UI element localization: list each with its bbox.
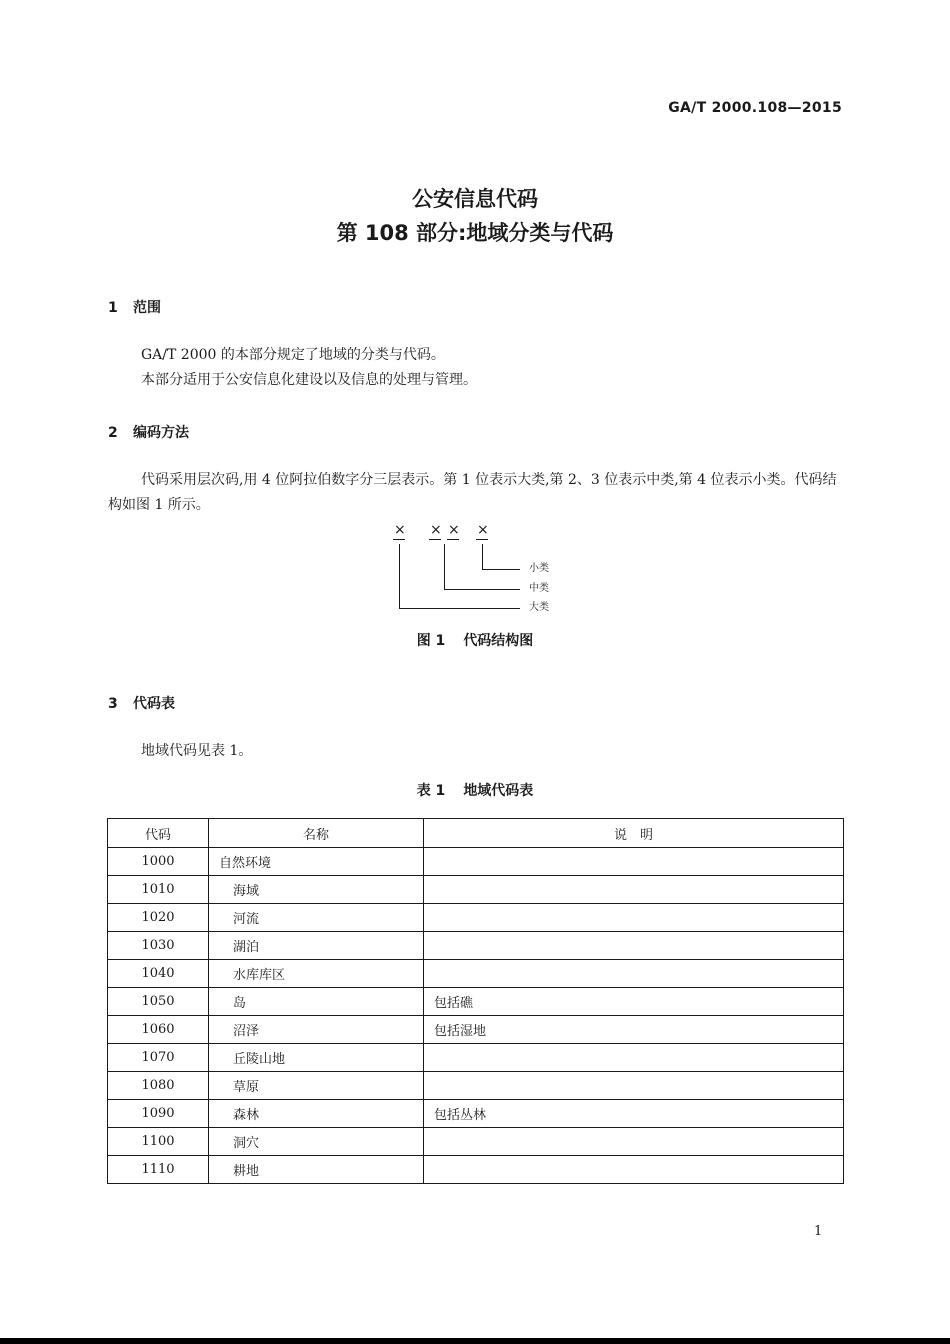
cell-name: 耕地 <box>209 1156 424 1184</box>
section-number: 2 <box>108 425 118 441</box>
code-structure-figure <box>388 522 568 620</box>
cell-code: 1080 <box>108 1072 209 1100</box>
cell-note <box>424 848 844 876</box>
cell-note: 包括湿地 <box>424 1016 844 1044</box>
digit-placeholder: × <box>394 522 406 538</box>
connector-line <box>444 589 520 590</box>
table-number: 表 1 <box>416 783 446 799</box>
cell-code: 1020 <box>108 904 209 932</box>
cell-code: 1010 <box>108 876 209 904</box>
cell-note <box>424 960 844 988</box>
cell-code: 1110 <box>108 1156 209 1184</box>
cell-note <box>424 1156 844 1184</box>
document-title: 公安信息代码 <box>412 187 538 211</box>
cell-name: 森林 <box>209 1100 424 1128</box>
connector-line <box>399 608 520 609</box>
cell-name: 草原 <box>209 1072 424 1100</box>
cell-note <box>424 1072 844 1100</box>
paragraph: GA/T 2000 的本部分规定了地域的分类与代码。 <box>141 347 445 363</box>
page-bottom-border <box>0 1338 950 1344</box>
section-heading-code-table <box>108 693 175 713</box>
cell-code: 1050 <box>108 988 209 1016</box>
section-number: 1 <box>108 300 118 316</box>
cell-name: 洞穴 <box>209 1128 424 1156</box>
cell-name: 河流 <box>209 904 424 932</box>
cell-note <box>424 904 844 932</box>
section-heading-coding-method <box>108 422 189 442</box>
cell-code: 1000 <box>108 848 209 876</box>
table-row <box>108 932 844 960</box>
column-header-note: 说 明 <box>424 819 844 848</box>
connector-line <box>482 569 520 570</box>
table-row <box>108 848 844 876</box>
page-number: 1 <box>814 1224 823 1239</box>
section-title: 代码表 <box>133 696 175 712</box>
table-row <box>108 904 844 932</box>
cell-note <box>424 1044 844 1072</box>
table-row <box>108 1100 844 1128</box>
standard-code: GA/T 2000.108—2015 <box>668 100 842 116</box>
figure-title: 代码结构图 <box>463 633 534 649</box>
cell-note: 包括礁 <box>424 988 844 1016</box>
table-row <box>108 1156 844 1184</box>
digit-placeholder: × <box>448 522 460 538</box>
cell-name: 岛 <box>209 988 424 1016</box>
label-middle-class: 中类 <box>529 583 549 594</box>
digit-underline <box>476 539 488 540</box>
paragraph: 本部分适用于公安信息化建设以及信息的处理与管理。 <box>141 372 477 388</box>
cell-code: 1070 <box>108 1044 209 1072</box>
section-heading-scope <box>108 297 161 317</box>
table-row <box>108 1016 844 1044</box>
table-caption <box>0 780 950 800</box>
cell-code: 1100 <box>108 1128 209 1156</box>
connector-line <box>399 544 400 608</box>
region-code-table <box>107 818 844 1184</box>
document-subtitle: 第 108 部分:地域分类与代码 <box>336 221 614 245</box>
table-row <box>108 988 844 1016</box>
cell-code: 1060 <box>108 1016 209 1044</box>
paragraph: 代码采用层次码,用 4 位阿拉伯数字分三层表示。第 1 位表示大类,第 2、3 位表示中类,第 4 位表示小类。代码结构如图 1 所示。 <box>108 472 837 513</box>
cell-name: 沼泽 <box>209 1016 424 1044</box>
table-row <box>108 1128 844 1156</box>
table-row <box>108 960 844 988</box>
cell-note <box>424 932 844 960</box>
section-title: 编码方法 <box>133 425 189 441</box>
paragraph: 地域代码见表 1。 <box>141 743 253 759</box>
label-large-class: 大类 <box>529 602 549 613</box>
cell-name: 海域 <box>209 876 424 904</box>
connector-line <box>444 544 445 589</box>
table-row <box>108 1072 844 1100</box>
label-small-class: 小类 <box>529 563 549 574</box>
connector-line <box>482 544 483 569</box>
table-header-row <box>108 819 844 848</box>
section-title: 范围 <box>133 300 161 316</box>
digit-underline <box>447 539 459 540</box>
section-number: 3 <box>108 696 118 712</box>
column-header-code: 代码 <box>108 819 209 848</box>
cell-name: 湖泊 <box>209 932 424 960</box>
table-row <box>108 876 844 904</box>
table-row <box>108 1044 844 1072</box>
cell-name: 自然环境 <box>209 848 424 876</box>
cell-code: 1030 <box>108 932 209 960</box>
cell-code: 1090 <box>108 1100 209 1128</box>
digit-underline <box>393 539 405 540</box>
cell-note <box>424 876 844 904</box>
digit-underline <box>429 539 441 540</box>
digit-placeholder: × <box>430 522 442 538</box>
figure-caption <box>0 630 950 650</box>
cell-code: 1040 <box>108 960 209 988</box>
cell-note: 包括丛林 <box>424 1100 844 1128</box>
cell-name: 水库库区 <box>209 960 424 988</box>
figure-number: 图 1 <box>416 633 446 649</box>
column-header-name: 名称 <box>209 819 424 848</box>
table-title: 地域代码表 <box>463 783 534 799</box>
cell-note <box>424 1128 844 1156</box>
digit-placeholder: × <box>477 522 489 538</box>
cell-name: 丘陵山地 <box>209 1044 424 1072</box>
